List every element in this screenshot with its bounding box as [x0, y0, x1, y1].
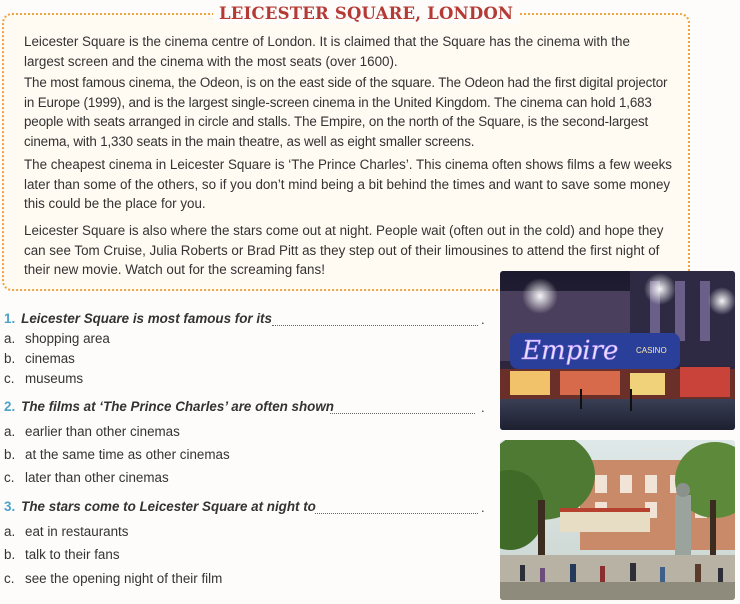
option-text: earlier than other cinemas	[25, 424, 180, 439]
leicester-square-photo	[500, 440, 735, 600]
option-1b[interactable]	[4, 351, 75, 366]
question-text: Leicester Square is most famous for its	[21, 311, 272, 326]
option-2c[interactable]	[4, 470, 169, 485]
option-letter: c.	[4, 371, 15, 386]
question-number: 1.	[4, 311, 16, 326]
answer-blank-3[interactable]	[315, 512, 478, 514]
option-text: talk to their fans	[25, 547, 120, 562]
article-title: LEICESTER SQUARE, LONDON	[213, 4, 519, 23]
question-3	[4, 499, 316, 514]
sentence-dot: .	[481, 312, 485, 327]
option-letter: a.	[4, 424, 16, 439]
square-daytime-image	[500, 440, 735, 600]
empire-cinema-photo	[500, 271, 735, 430]
empire-sign: Empire	[522, 336, 619, 366]
option-text: museums	[25, 371, 84, 386]
option-letter: c.	[4, 470, 15, 485]
sentence-dot: .	[481, 500, 485, 515]
option-3a[interactable]	[4, 524, 128, 539]
option-2b[interactable]	[4, 447, 230, 462]
option-2a[interactable]	[4, 424, 180, 439]
question-text: The films at ‘The Prince Charles’ are often shown	[21, 399, 334, 414]
empire-night-image	[500, 271, 735, 430]
option-3c[interactable]	[4, 571, 222, 586]
paragraph-3: The cheapest cinema in Leicester Square is ‘The Prince Charles’. This cinema often shows films a few weeks later than some of the others, so if you don’t mind being a bit behind the times and want to save some money this could be the place for you.	[24, 157, 673, 211]
option-letter: b.	[4, 547, 16, 562]
option-letter: b.	[4, 351, 16, 366]
option-text: eat in restaurants	[25, 524, 129, 539]
option-letter: a.	[4, 331, 16, 346]
option-text: shopping area	[25, 331, 110, 346]
option-text: see the opening night of their film	[25, 571, 223, 586]
question-number: 3.	[4, 499, 16, 514]
question-1	[4, 311, 272, 326]
option-1a[interactable]	[4, 331, 110, 346]
question-number: 2.	[4, 399, 16, 414]
sentence-dot: .	[481, 400, 485, 415]
question-text: The stars come to Leicester Square at night to	[21, 499, 316, 514]
paragraph-1: Leicester Square is the cinema centre of London. It is claimed that the Square has the cinema with the largest screen and the cinema with the most seats (over 1600).	[24, 34, 630, 69]
option-letter: c.	[4, 571, 15, 586]
option-1c[interactable]	[4, 371, 83, 386]
option-letter: b.	[4, 447, 16, 462]
option-letter: a.	[4, 524, 16, 539]
casino-sign: CASINO	[636, 346, 667, 355]
paragraph-2: The most famous cinema, the Odeon, is on the east side of the square. The Odeon had the first digital projector in Europe (1999), and is the largest single-screen cinema in the United Kingdom. The cinema can hold 1,683 people with seats arranged in circle and stalls. The Empire, on the north of the Square, is the second-largest cinema, with 1,330 seats in the main theatre, as well as eight smaller screens.	[24, 75, 668, 149]
option-text: later than other cinemas	[25, 470, 169, 485]
answer-blank-1[interactable]	[272, 324, 478, 326]
question-2	[4, 399, 334, 414]
option-text: cinemas	[25, 351, 75, 366]
paragraph-4: Leicester Square is also where the stars come out at night. People wait (often out in the cold) and hope they can see Tom Cruise, Julia Roberts or Brad Pitt as they step out of their limousines to attend the first night of their new movie. Watch out for the screaming fans!	[24, 223, 664, 277]
option-3b[interactable]	[4, 547, 120, 562]
option-text: at the same time as other cinemas	[25, 447, 230, 462]
answer-blank-2[interactable]	[330, 412, 475, 414]
